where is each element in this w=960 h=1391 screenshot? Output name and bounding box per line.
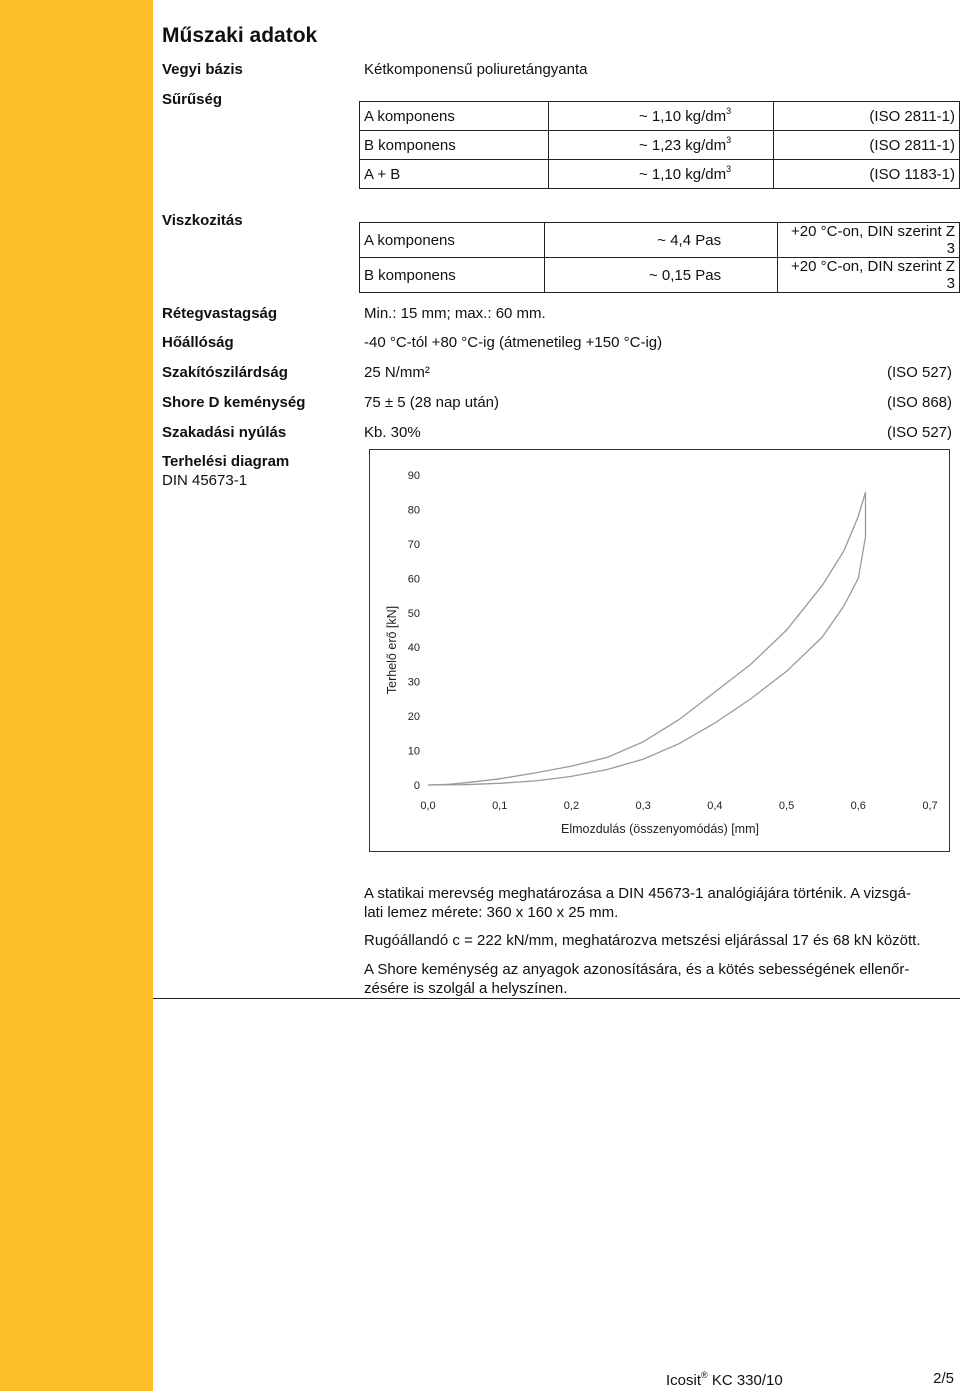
table-cell: B komponens xyxy=(360,131,549,160)
shore-hardness-label: Shore D keménység xyxy=(162,394,306,411)
table-row xyxy=(360,223,960,258)
table-cell: ~ 4,4 Pas xyxy=(545,223,778,258)
x-axis-label: Elmozdulás (összenyomódás) [mm] xyxy=(561,822,759,836)
note-line: A statikai merevség meghatározása a DIN 45673-1 analógiájára történik. A vizsgá- xyxy=(364,885,911,902)
elongation-standard: (ISO 527) xyxy=(886,424,952,441)
viscosity-label: Viszkozitás xyxy=(162,212,243,229)
x-tick-label: 0,2 xyxy=(563,800,580,812)
y-axis-label: Terhelő erő [kN] xyxy=(385,605,399,695)
x-tick-label: 0,4 xyxy=(707,800,723,812)
table-cell: ~ 1,10 $kg/dm^3$ xyxy=(548,160,774,189)
y-tick-label: 70 xyxy=(407,538,420,551)
table-cell: A komponens xyxy=(360,223,545,258)
table-cell: (ISO 2811-1) xyxy=(774,131,960,160)
yellow-side-bar xyxy=(0,0,153,1391)
y-tick-label: 30 xyxy=(407,676,420,689)
elongation-value: Kb. 30% xyxy=(364,424,421,441)
elongation-label: Szakadási nyúlás xyxy=(162,424,287,441)
load-diagram-label: Terhelési diagram xyxy=(162,453,290,470)
table-cell: A + B xyxy=(360,160,549,189)
series-line-2 xyxy=(428,492,866,785)
load-diagram-standard: DIN 45673-1 xyxy=(162,472,248,489)
chemical-base-label: Vegyi bázis xyxy=(162,61,243,78)
tensile-strength-label: Szakítószilárdság xyxy=(162,364,288,381)
table-row xyxy=(360,160,960,189)
table-cell: (ISO 2811-1) xyxy=(774,102,960,131)
heat-resistance-label: Hőállóság xyxy=(162,334,234,351)
series-line-1 xyxy=(428,492,866,785)
load-chart-svg xyxy=(370,450,949,851)
table-cell: +20 °C-on, DIN szerint Z 3 xyxy=(778,223,960,258)
tensile-strength-value: 25 N/mm² xyxy=(364,364,430,381)
shore-hardness-standard: (ISO 868) xyxy=(886,394,952,411)
y-tick-label: 80 xyxy=(407,504,420,517)
heat-resistance-value: -40 °C-tól +80 °C-ig (átmenetileg +150 °C-ig) xyxy=(364,334,663,351)
load-chart xyxy=(369,449,950,852)
y-tick-label: 90 xyxy=(407,470,420,482)
layer-thickness-label: Rétegvastagság xyxy=(162,305,278,322)
table-cell: B komponens xyxy=(360,258,545,293)
x-tick-label: 0,7 xyxy=(922,800,938,812)
section-title: Műszaki adatok xyxy=(162,24,318,47)
note-line: lati lemez mérete: 360 x 160 x 25 mm. xyxy=(364,904,619,921)
density-label: Sűrűség xyxy=(162,91,223,108)
x-tick-label: 0,3 xyxy=(635,800,651,812)
footer-page-number: 2/5 xyxy=(933,1370,954,1387)
chemical-base-value: Kétkomponensű poliuretángyanta xyxy=(364,61,588,78)
note-spring-constant xyxy=(364,931,954,950)
y-tick-label: 10 xyxy=(407,745,420,758)
y-tick-label: 60 xyxy=(407,573,420,586)
table-cell: +20 °C-on, DIN szerint Z 3 xyxy=(778,258,960,293)
y-tick-label: 50 xyxy=(407,607,420,620)
table-row xyxy=(360,102,960,131)
viscosity-table xyxy=(359,222,960,293)
note-shore xyxy=(364,960,954,998)
note-line: Rugóállandó c = 222 kN/mm, meghatározva metszési eljárással 17 és 68 kN között. xyxy=(364,932,921,949)
note-stiffness xyxy=(364,884,954,922)
y-tick-label: 20 xyxy=(407,711,420,724)
table-cell: (ISO 1183-1) xyxy=(774,160,960,189)
divider xyxy=(153,998,960,999)
layer-thickness-value: Min.: 15 mm; max.: 60 mm. xyxy=(364,305,546,322)
shore-hardness-value: 75 ± 5 (28 nap után) xyxy=(364,394,499,411)
table-cell: ~ 1,10 $kg/dm^3$ xyxy=(548,102,774,131)
footer-product: Icosit® KC 330/10 xyxy=(666,1370,783,1389)
y-tick-label: 40 xyxy=(407,642,420,655)
x-tick-label: 0,5 xyxy=(778,800,795,812)
x-tick-label: 0,0 xyxy=(420,800,436,812)
table-row xyxy=(360,131,960,160)
note-line: zésére is szolgál a helyszínen. xyxy=(364,980,568,997)
table-row xyxy=(360,258,960,293)
x-tick-label: 0,6 xyxy=(850,800,866,812)
table-cell: A komponens xyxy=(360,102,549,131)
density-table xyxy=(359,101,960,189)
table-cell: ~ 1,23 $kg/dm^3$ xyxy=(548,131,774,160)
x-tick-label: 0,1 xyxy=(492,800,508,812)
y-tick-label: 0 xyxy=(413,780,420,792)
table-cell: ~ 0,15 Pas xyxy=(545,258,778,293)
tensile-strength-standard: (ISO 527) xyxy=(886,364,952,381)
note-line: A Shore keménység az anyagok azonosítására, és a kötés sebességének ellenőr- xyxy=(364,961,910,978)
